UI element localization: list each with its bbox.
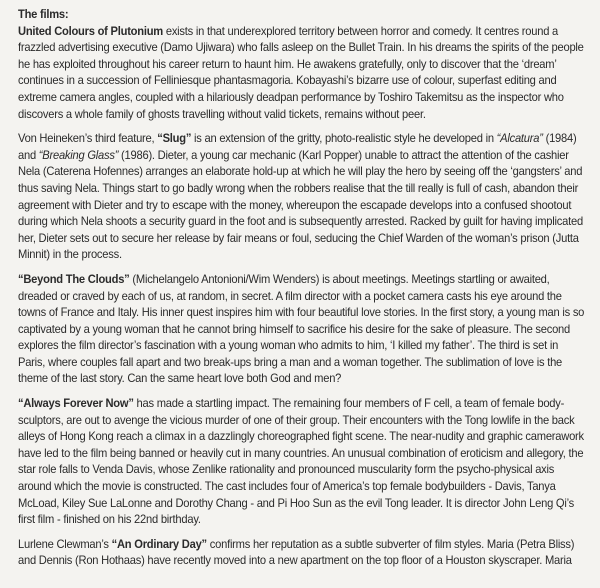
film-title-breaking-glass: “Breaking Glass” (38, 147, 119, 162)
paragraph-text: Von Heineken’s third feature, (18, 131, 158, 146)
film-title-united-colours: United Colours of Plutonium (18, 23, 163, 38)
section-heading: The films: (18, 7, 69, 21)
paragraph-text: is an extension of the gritty, photo-realistic style he developed in (191, 131, 497, 146)
paragraph-text: has made a startling impact. The remaining four members of F cell, a team of female body-sculptors, are out to avenge the vicious murder of one of their group. Their encounters with the Tong lowlife in the back alleys of Hong Kong reach a climax in a dazzlingly choreographed fight scene. The near-nudity and graphic camerawork have led to the film being banned or heavily cut in many countries. An unusual combination of eroticism and allegory, the star role falls to Venda Davis, whose Zenlike rationality and pronounced muscularity form the psycho-physical axis around which the movie is constructed. The cast includes four of America’s top female bodybuilders - Davis, Tanya McLoad, Kiley Sue LaLonne and Dorothy Chang - and Pi Hoo Sun as the evil Tong leader. It is director John Leng Qi’s first film - finished on his 22nd birthday. (18, 396, 584, 527)
paragraph-text: (1986). Dieter, a young car mechanic (Karl Popper) unable to attract the attention of the cashier Nela (Caterena Hofennes) arranges an elaborate hold-up at which he will play the hero by seeing off the ‘gangsters’ and thus saving Nela. Things start to go badly wrong when the robbers realise that the till really is full of cash, abandon their agreement with Dieter and try to escape with the money, whereupon the escapade develops into a confused shootout during which Nela shoots a security guard in the foot and is subsequently arrested. Racked by guilt for having implicated her, Dieter sets out to secure her release by fair means or foul, seducing the Chief Warden of the woman’s prison (Jutta Minnit) in the process. (18, 147, 583, 262)
film-title-always-forever-now: “Always Forever Now” (18, 396, 134, 411)
document-page (18, 6, 587, 577)
film-title-an-ordinary-day: “An Ordinary Day” (111, 536, 207, 551)
paragraph-text: exists in that underexplored territory between horror and comedy. It centres round a frazzled advertising executive (Damo Ujiwara) who falls asleep on the Bullet Train. In his dreams the spirits of the people he has exploited throughout his career return to haunt him. He awakens gratefully, only to discover that the ‘dream’ continues in a succession of Felliniesque phantasmagoria. Kobayashi’s bizarre use of colour, superfast editing and extreme camera angles, coupled with a hilariously deadpan performance by Toshiro Takemitsu as the inspector who discovers a whole family of ghosts travelling without valid tickets, remains without peer. (18, 23, 584, 121)
film-title-beyond-the-clouds: “Beyond The Clouds” (18, 271, 130, 286)
film-title-slug: “Slug” (157, 131, 192, 146)
paragraph-always-forever-now (18, 395, 587, 528)
paragraph-slug (18, 130, 587, 263)
paragraph-beyond-the-clouds (18, 271, 587, 387)
paragraph-united-colours (18, 23, 587, 123)
paragraph-text: (Michelangelo Antonioni/Wim Wenders) is about meetings. Meetings startling or awaited, dreaded or craved by each of us, at random, in secret. A film director with a pocket camera casts his eye around the towns of France and Italy. His inner quest inspires him with four beautiful love stories. In the first story, a young man is so captivated by a young woman that he cannot bring himself to sacrifice his desire for the sake of pleasure. The second explores the film director’s fascination with a young woman who admits to him, ‘I killed my father’. The third is set in Paris, where couples fall apart and two break-ups bring a man and a woman together. The sublimation of love is the theme of the last story. Can the same heart love both God and men? (18, 271, 585, 386)
paragraph-text: confirms her reputation as a subtle subverter of film styles. Maria (Petra Bliss) and Dennis (Ron Hothaas) have recently moved into a new apartment on the top floor of a Houston skyscraper. Maria (18, 536, 575, 568)
paragraph-text: Lurlene Clewman’s (18, 536, 112, 551)
paragraph-an-ordinary-day (18, 536, 587, 569)
paragraph-text: (1984) and (18, 131, 577, 162)
film-title-alcatura: “Alcatura” (496, 131, 543, 146)
